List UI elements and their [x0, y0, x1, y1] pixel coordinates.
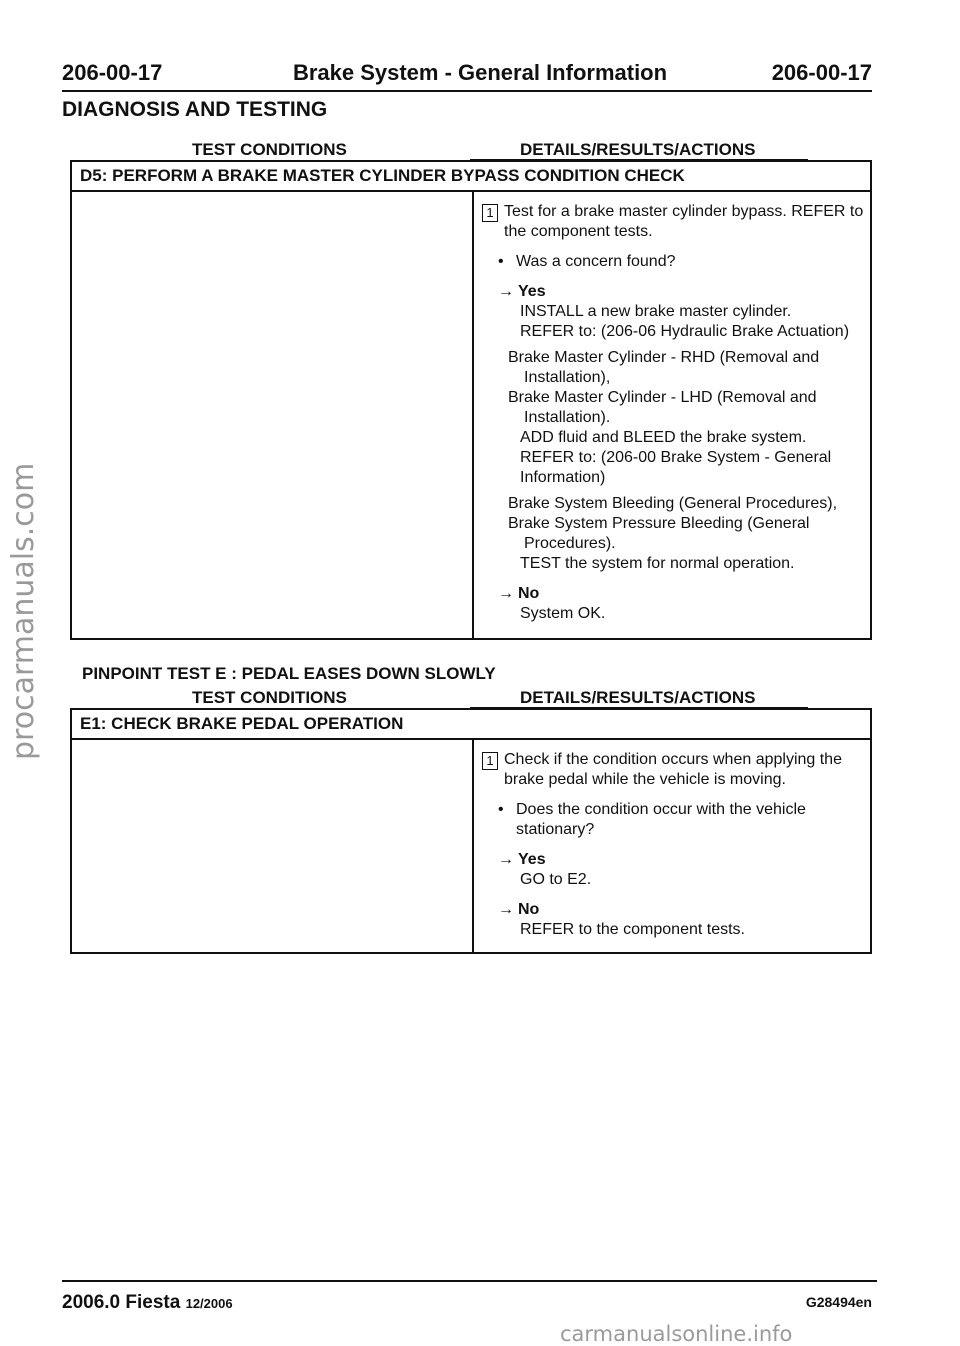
bottom-watermark: carmanualsonline.info [560, 1322, 793, 1346]
header-rule [62, 90, 872, 92]
arrow-icon: → [498, 851, 514, 868]
column-heading-test-conditions: TEST CONDITIONS [192, 688, 347, 707]
page-title: Brake System - General Information [292, 60, 668, 85]
pinpoint-test-title: PINPOINT TEST E : PEDAL EASES DOWN SLOWLY [82, 664, 496, 683]
test-step [482, 750, 866, 790]
page-number-left: 206-00-17 [62, 60, 163, 85]
reference-text: REFER to: (206-00 Brake System - General Information) [520, 449, 832, 486]
section-title: DIAGNOSIS AND TESTING [62, 98, 328, 121]
action-text: INSTALL a new brake master cylinder. [520, 303, 792, 320]
step-text: Test for a brake master cylinder bypass. REFER to the component tests. [504, 203, 864, 240]
footer-model [62, 1292, 233, 1314]
bullet-icon: • [498, 801, 504, 818]
result-text: System OK. [520, 605, 606, 622]
reference-link: Brake System Pressure Bleeding (General Procedures). [508, 515, 810, 552]
answer-no [482, 900, 866, 920]
page-number-right: 206-00-17 [771, 60, 872, 85]
answer-no [482, 584, 866, 604]
answer-label: Yes [518, 283, 546, 300]
action-text: ADD fluid and BLEED the brake system. [520, 429, 807, 446]
question [482, 800, 866, 840]
document-code: G28494en [805, 1294, 872, 1310]
reference-text: REFER to: (206-06 Hydraulic Brake Actuation) [520, 323, 850, 340]
column-divider [472, 192, 474, 638]
step-text: Check if the condition occurs when applying the brake pedal while the vehicle is moving. [504, 751, 842, 788]
column-heading-details: DETAILS/RESULTS/ACTIONS [520, 140, 756, 159]
result-text: REFER to the component tests. [520, 921, 745, 938]
question-text: Does the condition occur with the vehicle stationary? [516, 801, 806, 838]
test-step-heading: D5: PERFORM A BRAKE MASTER CYLINDER BYPASS CONDITION CHECK [72, 162, 870, 192]
column-heading-test-conditions: TEST CONDITIONS [192, 140, 347, 159]
reference-link: Brake Master Cylinder - LHD (Removal and Installation). [508, 389, 817, 426]
details-column [482, 750, 866, 940]
question-text: Was a concern found? [516, 253, 676, 270]
bullet-icon: • [498, 253, 504, 270]
answer-yes [482, 282, 866, 302]
answer-yes [482, 850, 866, 870]
result-text: GO to E2. [520, 871, 592, 888]
answer-label: No [518, 901, 540, 918]
footer-rule [62, 1280, 877, 1282]
side-watermark: procarmanuals.com [6, 462, 41, 760]
reference-link: Brake System Bleeding (General Procedures), [508, 495, 838, 512]
answer-label: No [518, 585, 540, 602]
arrow-icon: → [498, 901, 514, 918]
arrow-icon: → [498, 283, 514, 300]
action-text: TEST the system for normal operation. [520, 555, 795, 572]
column-heading-details: DETAILS/RESULTS/ACTIONS [520, 688, 756, 707]
step-number-box: 1 [482, 204, 498, 222]
answer-label: Yes [518, 851, 546, 868]
details-column [482, 202, 866, 624]
test-table-e1 [70, 708, 872, 954]
question [482, 252, 866, 272]
reference-link: Brake Master Cylinder - RHD (Removal and Installation), [508, 349, 820, 386]
step-number-box: 1 [482, 752, 498, 770]
test-step-heading: E1: CHECK BRAKE PEDAL OPERATION [72, 710, 870, 740]
model-name: 2006.0 Fiesta [62, 1292, 181, 1313]
column-divider [472, 740, 474, 952]
model-date: 12/2006 [185, 1296, 233, 1311]
arrow-icon: → [498, 585, 514, 602]
test-step [482, 202, 866, 242]
test-table-d5 [70, 160, 872, 640]
